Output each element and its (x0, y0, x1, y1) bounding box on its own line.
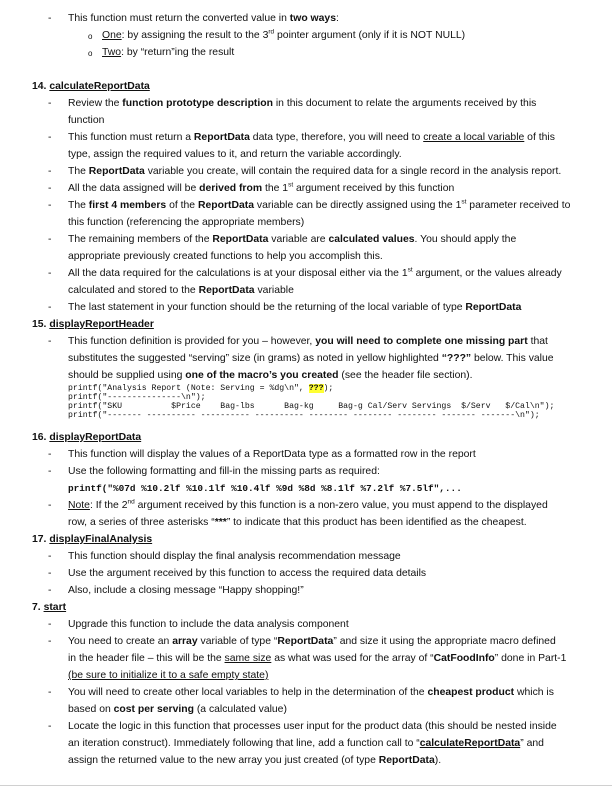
bullet-dash: - (48, 132, 52, 143)
s14-bullet-8: The last statement in your function should be the returning of the local variable of type ReportData (68, 302, 522, 313)
bullet-dash: - (48, 687, 52, 698)
code-header-line-1: printf("Analysis Report (Note: Serving = %dg\n", ???); (68, 384, 334, 393)
code-header-line-2: printf("---------------\n"); (68, 393, 206, 402)
bullet-dash: - (48, 302, 52, 313)
bullet-circle: o (88, 49, 93, 58)
s14-bullet-2: This function must return a ReportData data type, therefore, you will need to create a local variable of this (68, 132, 555, 143)
bullet-dash: - (48, 336, 52, 347)
section-14-heading: 14. calculateReportData (32, 81, 150, 92)
bullet-dash: - (48, 234, 52, 245)
bullet-dash: - (48, 466, 52, 477)
s7-bullet-3-cont: based on cost per serving (a calculated value) (68, 704, 287, 715)
s14-bullet-2-cont: type, assign the required values to it, and return the variable accordingly. (68, 149, 402, 160)
bullet-dash: - (48, 500, 52, 511)
bullet-dash: - (48, 636, 52, 647)
s7-bullet-3: You will need to create other local variables to help in the determination of the cheapest product which is (68, 687, 554, 698)
s7-bullet-1: Upgrade this function to include the data analysis component (68, 619, 349, 630)
s16-bullet-2: Use the following formatting and fill-in the missing parts as required: (68, 466, 380, 477)
s7-bullet-2-cont: in the header file – this will be the same size as what was used for the array of “CatFoodInfo” done in Part-1 (68, 653, 567, 664)
s7-bullet-4-cont: an iteration construct). Immediately following that line, add a function call to “calculateReportData” and (68, 738, 544, 749)
bullet-dash: - (48, 98, 52, 109)
section-17-heading: 17. displayFinalAnalysis (32, 534, 153, 545)
s14-bullet-5-cont: this function (referencing the appropriate members) (68, 217, 305, 228)
bullet-dash: - (48, 449, 52, 460)
s7-bullet-4: Locate the logic in this function that processes user input for the product data (this should be nested inside (68, 721, 557, 732)
code-data-format: printf("%07d %10.2lf %10.1lf %10.4lf %9d %8d %8.1lf %7.2lf %7.5lf",... (68, 483, 462, 494)
s17-bullet-1: This function should display the final analysis recommendation message (68, 551, 401, 562)
s14-bullet-6: The remaining members of the ReportData variable are calculated values. You should apply the (68, 234, 517, 245)
s14-bullet-1-cont: function (68, 115, 105, 126)
s14-bullet-1: Review the function prototype description in this document to relate the arguments received by this (68, 98, 537, 109)
s17-bullet-2: Use the argument received by this function to access the required data details (68, 568, 427, 579)
code-header-line-3: printf("SKU $Price Bag-lbs Bag-kg Bag-g Cal/Serv Servings $/Serv $/Cal\n"); (68, 402, 555, 411)
bullet-circle: o (88, 32, 93, 41)
s14-bullet-7: All the data required for the calculations is at your disposal either via the 1st argument, or the values already (68, 266, 562, 279)
s16-bullet-1: This function will display the values of a ReportData type as a formatted row in the report (68, 449, 476, 460)
s7-bullet-2: You need to create an array variable of type “ReportData” and size it using the appropriate macro defined (68, 636, 556, 647)
bullet-dash: - (48, 619, 52, 630)
s14-bullet-6-cont: appropriate previously created functions to help you accomplish this. (68, 251, 383, 262)
s17-bullet-3: Also, include a closing message “Happy shopping!” (68, 585, 304, 596)
section-15-heading: 15. displayReportHeader (32, 319, 154, 330)
s15-bullet-1-cont: substitutes the suggested “serving” size (in grams) as noted in yellow highlighted “???” below. This value (68, 353, 554, 364)
s16-bullet-3: Note: If the 2nd argument received by this function is a non-zero value, you must append to the displayed (68, 498, 548, 511)
bullet-dash: - (48, 183, 52, 194)
page-bottom-rule (0, 785, 612, 786)
s15-bullet-1-cont2: should be supplied using one of the macro’s you created (see the header file section). (68, 370, 473, 381)
bullet-dash: - (48, 13, 52, 24)
bullet-dash: - (48, 268, 52, 279)
code-header-line-4: printf("------- ---------- ---------- ---------- -------- -------- -------- ------- -------\n"); (68, 411, 540, 420)
intro-option-one: One: by assigning the result to the 3rd pointer argument (only if it is NOT NULL) (102, 28, 466, 41)
s16-bullet-3-cont: row, a series of three asterisks “***” to indicate that this product has been identified as the cheapest. (68, 517, 527, 528)
section-7-heading: 7. start (32, 602, 67, 613)
s14-bullet-7-cont: calculated and stored to the ReportData variable (68, 285, 294, 296)
section-16-heading: 16. displayReportData (32, 432, 142, 443)
bullet-dash: - (48, 585, 52, 596)
s14-bullet-3: The ReportData variable you create, will contain the required data for a single record in the analysis report. (68, 166, 562, 177)
bullet-dash: - (48, 721, 52, 732)
bullet-dash: - (48, 568, 52, 579)
bullet-dash: - (48, 166, 52, 177)
bullet-dash: - (48, 200, 52, 211)
s7-bullet-4-cont2: assign the returned value to the new array you just created (of type ReportData). (68, 755, 442, 766)
intro-option-two: Two: by “return”ing the result (102, 47, 235, 58)
s7-bullet-2-cont2: (be sure to initialize it to a safe empty state) (68, 670, 269, 681)
bullet-dash: - (48, 551, 52, 562)
highlight-missing-part: ??? (308, 384, 324, 393)
s14-bullet-5: The first 4 members of the ReportData variable can be directly assigned using the 1st parameter received to (68, 198, 571, 211)
intro-line: This function must return the converted value in two ways: (68, 13, 339, 24)
s14-bullet-4: All the data assigned will be derived from the 1st argument received by this function (68, 181, 455, 194)
s15-bullet-1: This function definition is provided for you – however, you will need to complete one missing part that (68, 336, 548, 347)
